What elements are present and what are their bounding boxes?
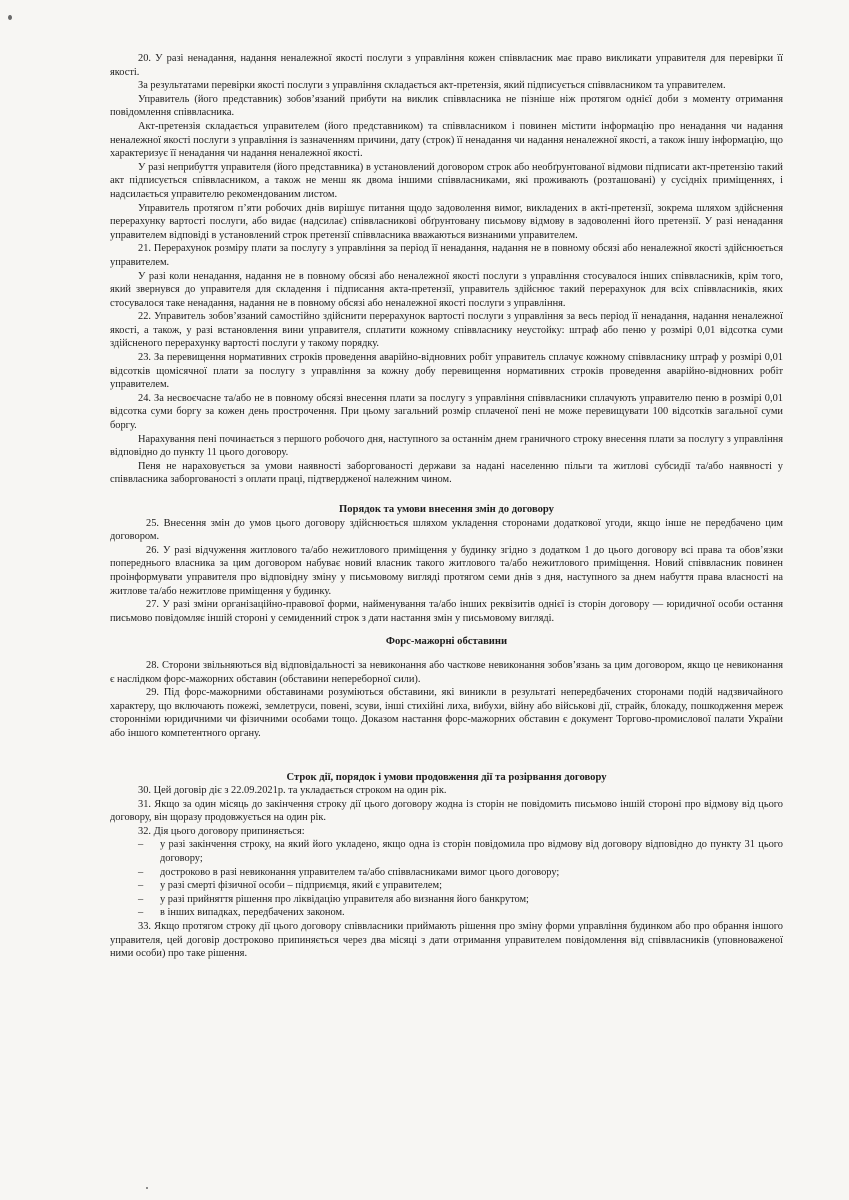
para-28: 28. Сторони звільняються від відповідальності за невиконання або часткове невиконання зобов’язань за цим договором, якщо це невиконання є наслідком форс-мажорних обставин (обставини непереборної сили). xyxy=(110,659,783,685)
para-26: 26. У разі відчуження житлового та/або нежитлового приміщення у будинку згідно з додатком 1 до цього договору всі права та обов’язки попереднього власника за цим договором набуває новий власник такого житлового та/або нежитлового приміщення. Новий співвласник повинен проінформувати управителя про відповідну зміну у письмовому вигляді протягом семи днів з дня, наступного за днем набуття права власності на житлове та/або нежитлове приміщення у будинку. xyxy=(110,544,783,597)
list-item: – у разі закінчення строку, на який його укладено, якщо одна із сторін повідомила про відмову від договору відповідно до пункту 31 цього договору; xyxy=(138,838,783,865)
heading-changes: Порядок та умови внесення змін до договору xyxy=(339,504,554,515)
para-20: 20. У разі ненадання, надання неналежної якості послуги з управління кожен співвласник має право викликати управителя для перевірки її якості. xyxy=(110,53,783,78)
document-page xyxy=(110,52,783,961)
para-21: 21. Перерахунок розміру плати за послугу з управління за період її ненадання, надання не в повному обсязі або неналежної якості здійснюється управителем. xyxy=(110,243,783,268)
para-29: 29. Під форс-мажорними обставинами розуміються обставини, які виникли в результаті непередбачених сторонами подій надзвичайного характеру, що включають пожежі, землетруси, повені, зсуви, інші стихійні лиха, вибухи, війну або військові дії, страйк, блокаду, пошкодження мереж сторонніми юридичними чи фізичними особами тощо. Доказом настання форс-мажорних обставин є документ Торгово-промислової палати України або іншого компетентного органу. xyxy=(110,687,783,739)
para-20-act: За результатами перевірки якості послуги з управління складається акт-претензія, який підписується співвласником та управителем. xyxy=(138,80,726,92)
list-item: – достроково в разі невиконання управителем та/або співвласниками вимог цього договору; xyxy=(138,866,783,880)
para-24-exemption: Пеня не нараховується за умови наявності заборгованості держави за надані населенню пільги та житлові субсидії та/або наявності у співвласника заборгованості з оплати праці, підтвердженої належним чином. xyxy=(110,460,783,486)
scan-speck xyxy=(8,15,12,20)
para-21-others: У разі коли ненадання, надання не в повному обсязі або неналежної якості послуги з управління стосувалося інших співвласників, крім того, який звернувся до управителя для складення і підписання акта-претензії, управитель здійснює такий перерахунок для всіх співвласників, яких стосувалося таке ненадання, надання не в повному обсязі або неналежної якості послуги з управління. xyxy=(110,270,783,309)
para-30: 30. Цей договір діє з 22.09.2021р. та укладається строком на один рік. xyxy=(138,785,447,797)
para-31: 31. Якщо за один місяць до закінчення строку дії цього договору жодна із сторін не повідомить письмово іншій стороні про відмову від цього договору, він щоразу продовжується на один рік. xyxy=(110,798,783,824)
para-33: 33. Якщо протягом строку дії цього договору співвласники приймають рішення про зміну форми управління будинком або про обрання іншого управителя, цей договір достроково припиняється через два місяці з дати отримання управителем повідомлення від співвласників (уповноваженої ними особи) про таке рішення. xyxy=(110,921,783,960)
scan-speck xyxy=(146,1187,148,1189)
para-24-accrual: Нарахування пені починається з першого робочого дня, наступного за останнім днем граничного строку внесення плати за послугу з управління відповідно до пункту 11 цього договору. xyxy=(110,433,783,459)
heading-term: Строк дії, порядок і умови продовження дії та розірвання договору xyxy=(286,771,607,783)
list-item: – у разі смерті фізичної особи – підприємця, який є управителем; xyxy=(138,879,783,893)
para-20-resolution: Управитель протягом п’яти робочих днів вирішує питання щодо задоволення вимог, викладених в акті-претензії, зокрема шляхом здійснення перерахунку вартості послуги, або видає (надсилає) співвласникові обґрунтовану письмову відмову в задоволенні його претензії. У разі ненадання управителем відповіді в установлений строк претензії співвласника вважаються визнаними управителем. xyxy=(110,202,783,241)
heading-force-majeure: Форс-мажорні обставини xyxy=(385,636,508,648)
para-20-arrival: Управитель (його представник) зобов’язаний прибути на виклик співвласника не пізніше ніж протягом однієї доби з моменту отримання повідомлення співвласника. xyxy=(110,93,783,119)
para-32: 32. Дія цього договору припиняється: xyxy=(138,825,305,837)
para-20-absence: У разі неприбуття управителя (його представника) в установлений договором строк або необґрунтованої відмови підписати акт-претензію такий акт підписується співвласником, а також не менш як двома іншими співвласниками, які проживають (розташовані) у сусідніх приміщеннях, і надсилається управителю рекомендованим листом. xyxy=(110,161,783,200)
para-22: 22. Управитель зобов’язаний самостійно здійснити перерахунок вартості послуги з управління за весь період її ненадання, надання неналежної якості, а також, у разі встановлення вини управителя, сплатити кожному співвласнику неустойку: штраф або пеню у розмірі 0,01 відсотка суми здійсненого перерахунку вартості послуги у такому порядку. xyxy=(110,311,783,350)
termination-list xyxy=(110,838,783,920)
list-item: – у разі прийняття рішення про ліквідацію управителя або визнання його банкрутом; xyxy=(138,893,783,907)
list-item: – в інших випадках, передбачених законом. xyxy=(138,906,783,920)
para-24: 24. За несвоєчасне та/або не в повному обсязі внесення плати за послугу з управління співвласники сплачують управителю пеню в розмірі 0,01 відсотка суми боргу за кожен день прострочення. При цьому загальний розмір сплаченої пені не може перевищувати 100 відсотків загальної суми боргу. xyxy=(110,392,783,432)
para-23: 23. За перевищення нормативних строків проведення аварійно-відновних робіт управитель сплачує кожному співвласнику штраф у розмірі 0,01 відсотків щомісячної плати за послугу з управління за кожну добу перевищення нормативних строків проведення аварійно-відновних робіт управителем. xyxy=(110,352,783,391)
para-25: 25. Внесення змін до умов цього договору здійснюється шляхом укладення сторонами додаткової угоди, якщо інше не передбачено цим договором. xyxy=(110,517,783,543)
para-20-content: Акт-претензія складається управителем (його представником) та співвласником і повинен містити інформацію про ненадання чи надання неналежної якості послуги з управління із зазначенням причини, дату (строк) її ненадання чи надання неналежної якості, а також іншу інформацію, що характеризує її ненадання чи надання неналежної якості. xyxy=(110,120,783,160)
para-27: 27. У разі зміни організаційно-правової форми, найменування та/або інших реквізитів однієї із сторін договору — юридичної особи остання письмово повідомляє іншій стороні у семиденний строк з дати настання змін у письмовому вигляді. xyxy=(110,599,783,624)
